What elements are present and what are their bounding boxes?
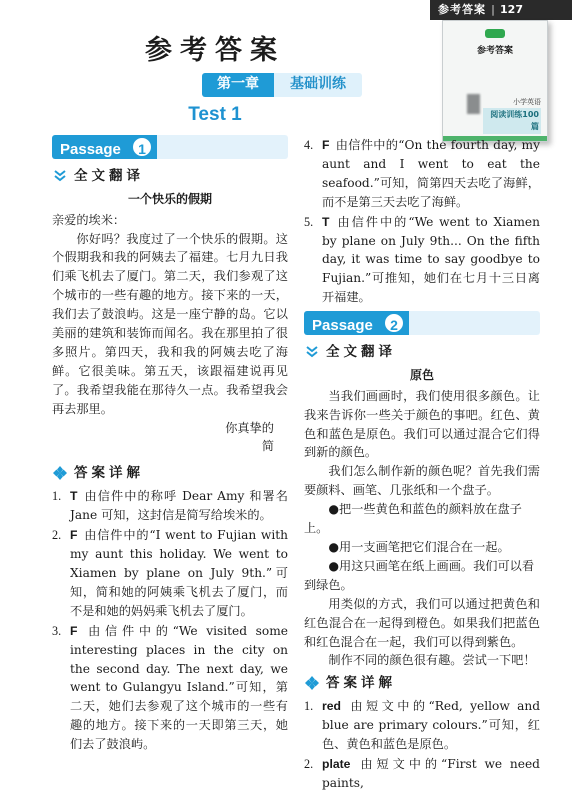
letter-signature: 简 [261,439,274,454]
passage-number: 2 [383,312,405,334]
answers-heading-text: 答案详解 [74,464,144,481]
passage-2-banner [304,311,540,335]
answer-explanation: 由短文中的“Red, yellow and blue are primary colours.”可知，红色、黄色和蓝色是原色。 [322,699,540,752]
answers-list [304,697,540,793]
answer-key: T [70,489,78,504]
answer-key: F [70,623,78,638]
answer-item [304,697,540,754]
diamond-cluster-icon [52,465,68,481]
bullet-item: ●用一支画笔把它们混合在一起。 [328,540,510,554]
answer-number: 5. [304,214,314,229]
answer-item [304,755,540,793]
answer-explanation: 由信件中的“We went to Xiamen by plane on July 9th... On the fifth day, it was time to say goodbye to Fujian.”可推知，她们在七月十三日离开福建。 [322,214,540,305]
right-column [304,136,540,794]
article-title: 一个快乐的假期 [127,192,212,206]
chapter-name: 基础训练 [274,73,362,97]
answer-number: 4. [304,138,314,152]
cover-bottom-text [483,98,541,135]
page-number: 127 [500,3,523,17]
paragraph: 我们怎么制作新的颜色呢？首先我们需要颜料、画笔、几张纸和一个盘子。 [304,464,540,498]
paragraph: 当我们画画时，我们使用很多颜色。让我来告诉你一些关于颜色的事吧。红色、黄色和蓝色是原色。我们可以通过混合它们得到新的颜色。 [304,388,540,460]
answer-explanation: 由短文中的“First we need paints, [322,757,540,790]
answer-item [52,526,288,621]
answer-key: F [322,138,330,152]
answers-heading [52,462,288,484]
answer-key: red [322,699,341,714]
chapter-banner [202,73,362,97]
letter-body: 你好吗？我度过了一个快乐的假期。这个假期我和我的阿姨去了福建。七月九日我们乘飞机去了厦门。第二天，我们参观了这个城市的一些有趣的地方。接下来的一天，我们去了鼓浪屿。这是一座宁静的岛。它以美丽的建筑和装饰而闻名。我在那里拍了很多照片。第四天，我和我的阿姨去吃了海鲜。它很美味。第五天，该跟福建说再见了。我希望我能在那待久一点。我希望我会再去那里。 [52,231,288,416]
article-title: 原色 [409,368,434,383]
cover-title: 参考答案 [476,46,513,56]
double-chevron-icon [52,168,68,184]
answer-key: plate [322,757,351,772]
answer-explanation: 由信件中的“On the fourth day, my aunt and I went to eat the seafood.”可知，简第四天去吃了海鲜，而不是第三天去吃了海鲜。 [322,138,540,209]
answer-item [304,213,540,308]
answer-number: 1. [304,699,314,714]
cover-series: 阅读训练100篇 [483,108,541,135]
book-cover-image [442,20,548,142]
left-column [52,135,288,755]
strip-title: 参考答案 [438,3,486,17]
publisher-logo [485,29,505,38]
strip-separator: | [491,3,496,17]
answer-number: 1. [52,489,62,504]
translation-heading [52,165,288,187]
answer-key: T [322,214,330,229]
passage-label: Passage [60,141,121,158]
paragraph: 用类似的方式，我们可以通过把黄色和红色混合在一起得到橙色。如果我们把蓝色和红色混合在一起，我们可以得到紫色。 [304,596,540,649]
translation-heading-text: 全文翻译 [326,343,396,360]
answer-explanation: 由信件中的“I went to Fujian with my aunt this holiday. We went to Xiamen by plane on July 9th.”可知，简和她的阿姨乘飞机去了厦门，而不是和她的妈妈乘飞机去了厦门。 [70,528,288,618]
answer-item [52,487,288,525]
paragraph: 制作不同的颜色很有趣。尝试一下吧！ [328,653,536,668]
answer-item [52,622,288,754]
double-chevron-icon [304,344,320,360]
answers-heading-text: 答案详解 [326,674,396,691]
chapter-label: 第一章 [202,73,274,97]
answer-key: F [70,528,78,543]
answer-number: 3. [52,623,62,638]
answers-list [52,487,288,754]
letter-greeting: 亲爱的埃米： [52,212,126,227]
top-strip [430,0,572,20]
answer-item [304,136,540,212]
answers-list-continued [304,136,540,307]
bullet-item: ●用这只画笔在纸上画画。我们可以看到绿色。 [304,558,535,592]
answer-explanation: 由信件中的“We visited some interesting places in the city on the second day. The next day, we went to Gulangyu Island.”可知，第二天，她们去参观了这个城市的一些有趣的地方。接下来的一天即第三天，她们去了鼓浪屿。 [70,623,288,752]
page-header [0,0,572,132]
passage-1-banner [52,135,288,159]
passage-label: Passage [312,317,373,335]
answer-number: 2. [52,528,62,543]
page-title: 参考答案 [145,35,285,66]
cover-blurred-block [467,94,480,114]
passage-number: 1 [131,136,153,158]
diamond-cluster-icon [304,675,320,691]
letter-closing: 你真挚的 [225,420,274,435]
answers-heading [304,672,540,694]
test-title: Test 1 [188,104,242,125]
answer-explanation: 由信件中的称呼 Dear Amy 和署名 Jane 可知，这封信是简写给埃米的。 [70,489,288,523]
cover-subtitle: 小学英语 [513,98,541,107]
translation-heading [304,341,540,363]
translation-heading-text: 全文翻译 [74,167,144,184]
bullet-item: ●把一些黄色和蓝色的颜料放在盘子上。 [304,502,522,536]
answer-number: 2. [304,757,314,772]
